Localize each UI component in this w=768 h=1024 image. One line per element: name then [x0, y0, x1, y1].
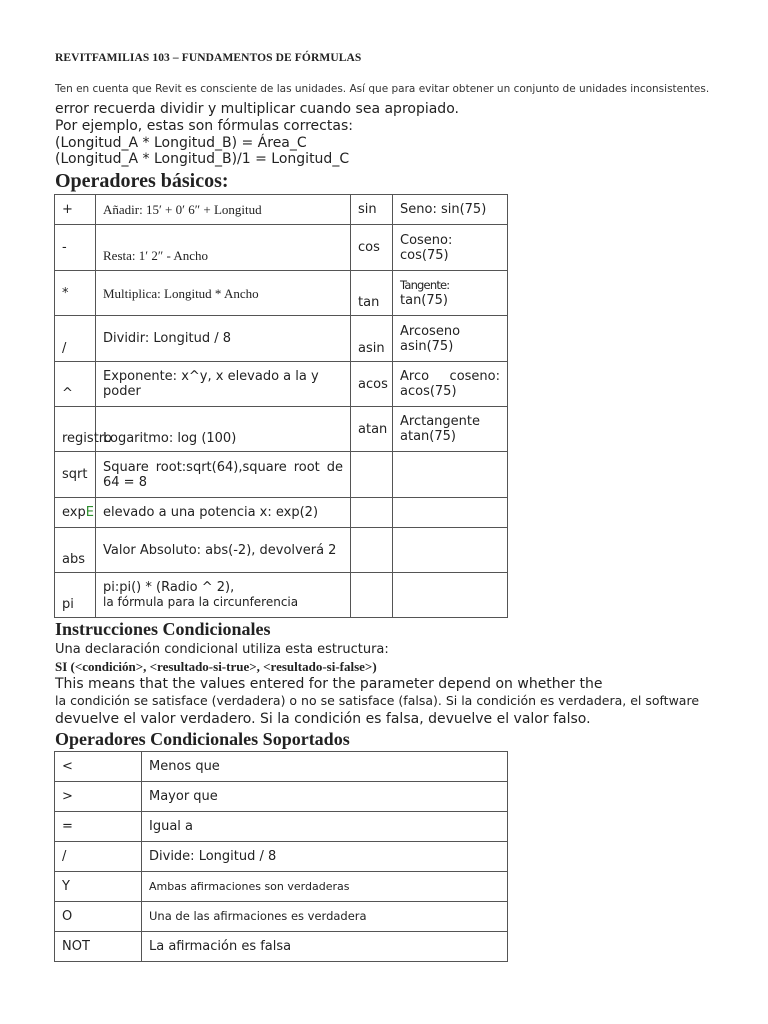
table-row	[55, 842, 508, 872]
operator-cell	[55, 498, 96, 528]
operator-description: elevado a una potencia x: exp(2)	[96, 498, 351, 528]
operator-description	[96, 573, 351, 618]
operator-cell: abs	[55, 528, 96, 573]
document-title: REVITFAMILIAS 103 – FUNDAMENTOS DE FÓRMULAS	[55, 52, 362, 64]
function-cell: cos	[351, 225, 393, 271]
intro-line: Por ejemplo, estas son fórmulas correctas:	[55, 118, 353, 134]
function-description-label: Tangente:	[400, 278, 450, 292]
function-description: Arctangente atan(75)	[393, 407, 508, 452]
operator-cell: NOT	[55, 932, 142, 962]
operator-name: exp	[62, 505, 86, 520]
formula-example: (Longitud_A * Longitud_B) = Área_C	[55, 135, 307, 151]
operator-description: Una de las afirmaciones es verdadera	[142, 902, 508, 932]
operator-cell: >	[55, 782, 142, 812]
operator-cell: -	[55, 225, 96, 271]
operator-description-line: pi:pi() * (Radio ^ 2),	[103, 580, 235, 595]
operator-cell: ^	[55, 362, 96, 407]
table-row	[55, 932, 508, 962]
table-row	[55, 271, 508, 316]
operator-cell: /	[55, 842, 142, 872]
basic-operators-table	[54, 194, 508, 618]
operator-description: Square root:sqrt(64),square root de 64 = 8	[96, 452, 351, 498]
operator-cell: O	[55, 902, 142, 932]
function-description	[393, 573, 508, 618]
function-cell	[351, 452, 393, 498]
table-row	[55, 528, 508, 573]
operator-cell: =	[55, 812, 142, 842]
operator-cell: +	[55, 195, 96, 225]
operator-description: Logaritmo: log (100)	[96, 407, 351, 452]
operator-cell: /	[55, 316, 96, 362]
table-row	[55, 573, 508, 618]
table-row	[55, 812, 508, 842]
function-description: Seno: sin(75)	[393, 195, 508, 225]
function-description	[393, 452, 508, 498]
table-row	[55, 752, 508, 782]
conditional-syntax: SI (<condición>, <resultado-si-true>, <resultado-si-false>)	[55, 659, 377, 674]
formula-example: (Longitud_A * Longitud_B)/1 = Longitud_C	[55, 151, 350, 167]
table-row	[55, 872, 508, 902]
table-row	[55, 362, 508, 407]
function-description: Arco coseno: acos(75)	[393, 362, 508, 407]
function-description: Coseno: cos(75)	[393, 225, 508, 271]
table-row	[55, 452, 508, 498]
function-description: Arcoseno asin(75)	[393, 316, 508, 362]
function-cell: sin	[351, 195, 393, 225]
function-description	[393, 271, 508, 316]
operator-description: Ambas afirmaciones son verdaderas	[142, 872, 508, 902]
table-row	[55, 195, 508, 225]
table-row	[55, 407, 508, 452]
operator-name-highlight: E	[85, 505, 94, 520]
conditional-operators-table	[54, 751, 508, 962]
operator-cell: Y	[55, 872, 142, 902]
function-cell	[351, 528, 393, 573]
operator-description: Valor Absoluto: abs(-2), devolverá 2	[96, 528, 351, 573]
operator-description: Exponente: x^y, x elevado a la y poder	[96, 362, 351, 407]
operator-cell: *	[55, 271, 96, 316]
function-cell: asin	[351, 316, 393, 362]
function-cell	[351, 573, 393, 618]
function-cell: tan	[351, 271, 393, 316]
operator-cell: <	[55, 752, 142, 782]
table-row	[55, 902, 508, 932]
function-description-example: tan(75)	[400, 293, 448, 308]
operator-description: Resta: 1′ 2″ - Ancho	[96, 225, 351, 271]
conditional-intro: Una declaración condicional utiliza esta estructura:	[55, 642, 389, 657]
operator-description: La afirmación es falsa	[142, 932, 508, 962]
operator-description: Mayor que	[142, 782, 508, 812]
table-row	[55, 498, 508, 528]
operator-description: Divide: Longitud / 8	[142, 842, 508, 872]
section-heading-supported-operators: Operadores Condicionales Soportados	[55, 729, 350, 749]
intro-line: error recuerda dividir y multiplicar cuando sea apropiado.	[55, 101, 459, 117]
operator-description: Dividir: Longitud / 8	[96, 316, 351, 362]
conditional-explanation: la condición se satisface (verdadera) o no se satisface (falsa). Si la condición es verdadera, el software	[55, 693, 700, 708]
function-description	[393, 498, 508, 528]
conditional-explanation: devuelve el valor verdadero. Si la condición es falsa, devuelve el valor falso.	[55, 711, 591, 727]
section-heading-conditionals: Instrucciones Condicionales	[55, 619, 271, 639]
operator-description: Menos que	[142, 752, 508, 782]
operator-description: Igual a	[142, 812, 508, 842]
conditional-explanation: This means that the values entered for the parameter depend on whether the	[55, 676, 603, 692]
operator-description: Multiplica: Longitud * Ancho	[96, 271, 351, 316]
intro-note: Ten en cuenta que Revit es consciente de las unidades. Así que para evitar obtener un conjunto de unidades inconsistentes.	[55, 83, 710, 95]
operator-cell: pi	[55, 573, 96, 618]
operator-cell: registro	[55, 407, 96, 452]
operator-cell: sqrt	[55, 452, 96, 498]
function-cell	[351, 498, 393, 528]
section-heading-basic-operators: Operadores básicos:	[55, 170, 229, 192]
table-row	[55, 225, 508, 271]
operator-description: Añadir: 15′ + 0′ 6″ + Longitud	[96, 195, 351, 225]
table-row	[55, 316, 508, 362]
operator-description-line: la fórmula para la circunferencia	[103, 595, 299, 609]
function-description	[393, 528, 508, 573]
function-cell: atan	[351, 407, 393, 452]
function-cell: acos	[351, 362, 393, 407]
table-row	[55, 782, 508, 812]
